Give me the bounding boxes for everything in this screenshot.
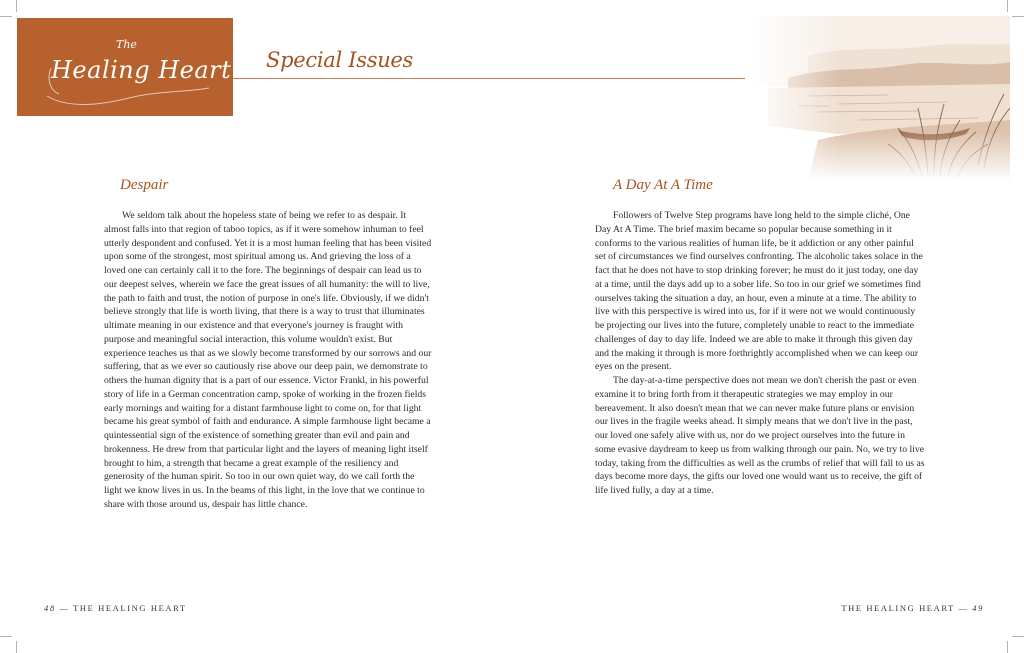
right-running-title: THE HEALING HEART — [841,603,973,613]
crop-mark [1012,16,1024,17]
crop-mark [1007,0,1008,12]
day-at-a-time-heading: A Day At A Time [613,177,713,193]
day-at-a-time-paragraph-1: Followers of Twelve Step programs have long held to the simple cliché, One Day At A Time. The brief maxim became so popular because something in it conforms to the various realities of human life, be it addiction or any other painful set of circumstances we find ourselves confronting. The alcoholic takes solace in the fact that he does not have to stop drinking forever; he must do it just today, one day at a time, until the days add up to a sober life. So too in our grief we sometimes find ourselves taking the situation a day, an hour, even a minute at a time. The ability to live with this perspective is wired into us, for if it were not we would continuously be projecting our lives into the future, completely unable to react to the immediate challenges of day to day life. Indeed we are able to make it through this given day and the making it through is more forthrightly accomplished when we can keep our eyes on the present. [595,210,923,373]
section-title: Special Issues [266,48,414,72]
despair-paragraph: We seldom talk about the hopeless state of being we refer to as despair. It almost falls into that region of taboo topics, as if it were somehow inhuman to feel utterly despondent and confused. Yet it is a most human feeling that has been visited upon some of the strongest, most spiritual among us. And grieving the loss of a loved one can certainly call it to the fore. The beginnings of despair can lead us to our deepest selves, wherein we face the great issues of all humanity: the will to live, the path to faith and trust, the notion of purpose in one's life. Obviously, if we didn't believe strongly that life is worth living, that there is a way to trust that illuminates ultimate meaning in our existence and that everyone's journey is fraught with purpose and meaningful social interaction, this volume wouldn't exist. But experience teaches us that as we slowly become transformed by our sorrows and our suffering, that as we ever so cautiously rise above our deep pain, we demonstrate to others the human dignity that is a part of our essence. Victor Frankl, in his powerful story of life in a German concentration camp, spoke of working in the frozen fields early mornings and waiting for a distant farmhouse light to come on, for that light became his great symbol of faith and endurance. A simple farmhouse light became a quintessential sign of the existence of something greater than evil and pain and brokenness. He drew from that particular light and the layers of meaning light itself brought to him, a strength that became a great example of the resiliency and generosity of the human spirit. So too in our own quiet way, do we call forth the light we know lives in us. In the beams of this light, in the love that we continue to share with those around us, despair has little chance. [104,210,432,510]
crop-mark [1012,636,1024,637]
crop-mark [16,641,17,653]
day-at-a-time-paragraph-2: The day-at-a-time perspective does not mean we don't cherish the past or even examine it to bring forth from it therapeutic strategies we may employ in our bereavement. It also doesn't mean that we can never make future plans or envision our lives in the fragile weeks ahead. It simply means that we don't live in the past, our loved one safely alive with us, nor do we project ourselves into the future in some evasive daydream to keep us from walking through our pain. No, we try to live today, taking from the difficulties as well as the crumbs of relief that will fall to us as days become more days, the gifts our loved one would want us to receive, the gift of life lived fully, a day at a time. [595,375,925,496]
crop-mark [0,16,12,17]
left-running-title: — THE HEALING HEART [55,603,187,613]
left-page-footer [44,603,187,613]
right-page-footer [841,603,984,613]
despair-heading: Despair [120,177,169,193]
lakeshore-illustration-icon [748,16,1010,181]
logo-the-text: The [116,38,137,51]
logo-title-text: Healing Heart [51,56,232,84]
crop-mark [0,636,12,637]
despair-body [104,209,434,512]
crop-mark [16,0,17,12]
crop-mark [1007,641,1008,653]
day-at-a-time-body [595,209,925,498]
section-divider [233,78,745,79]
right-page-number: 49 [972,603,984,613]
left-page-number: 48 [44,603,56,613]
book-logo [17,18,233,116]
